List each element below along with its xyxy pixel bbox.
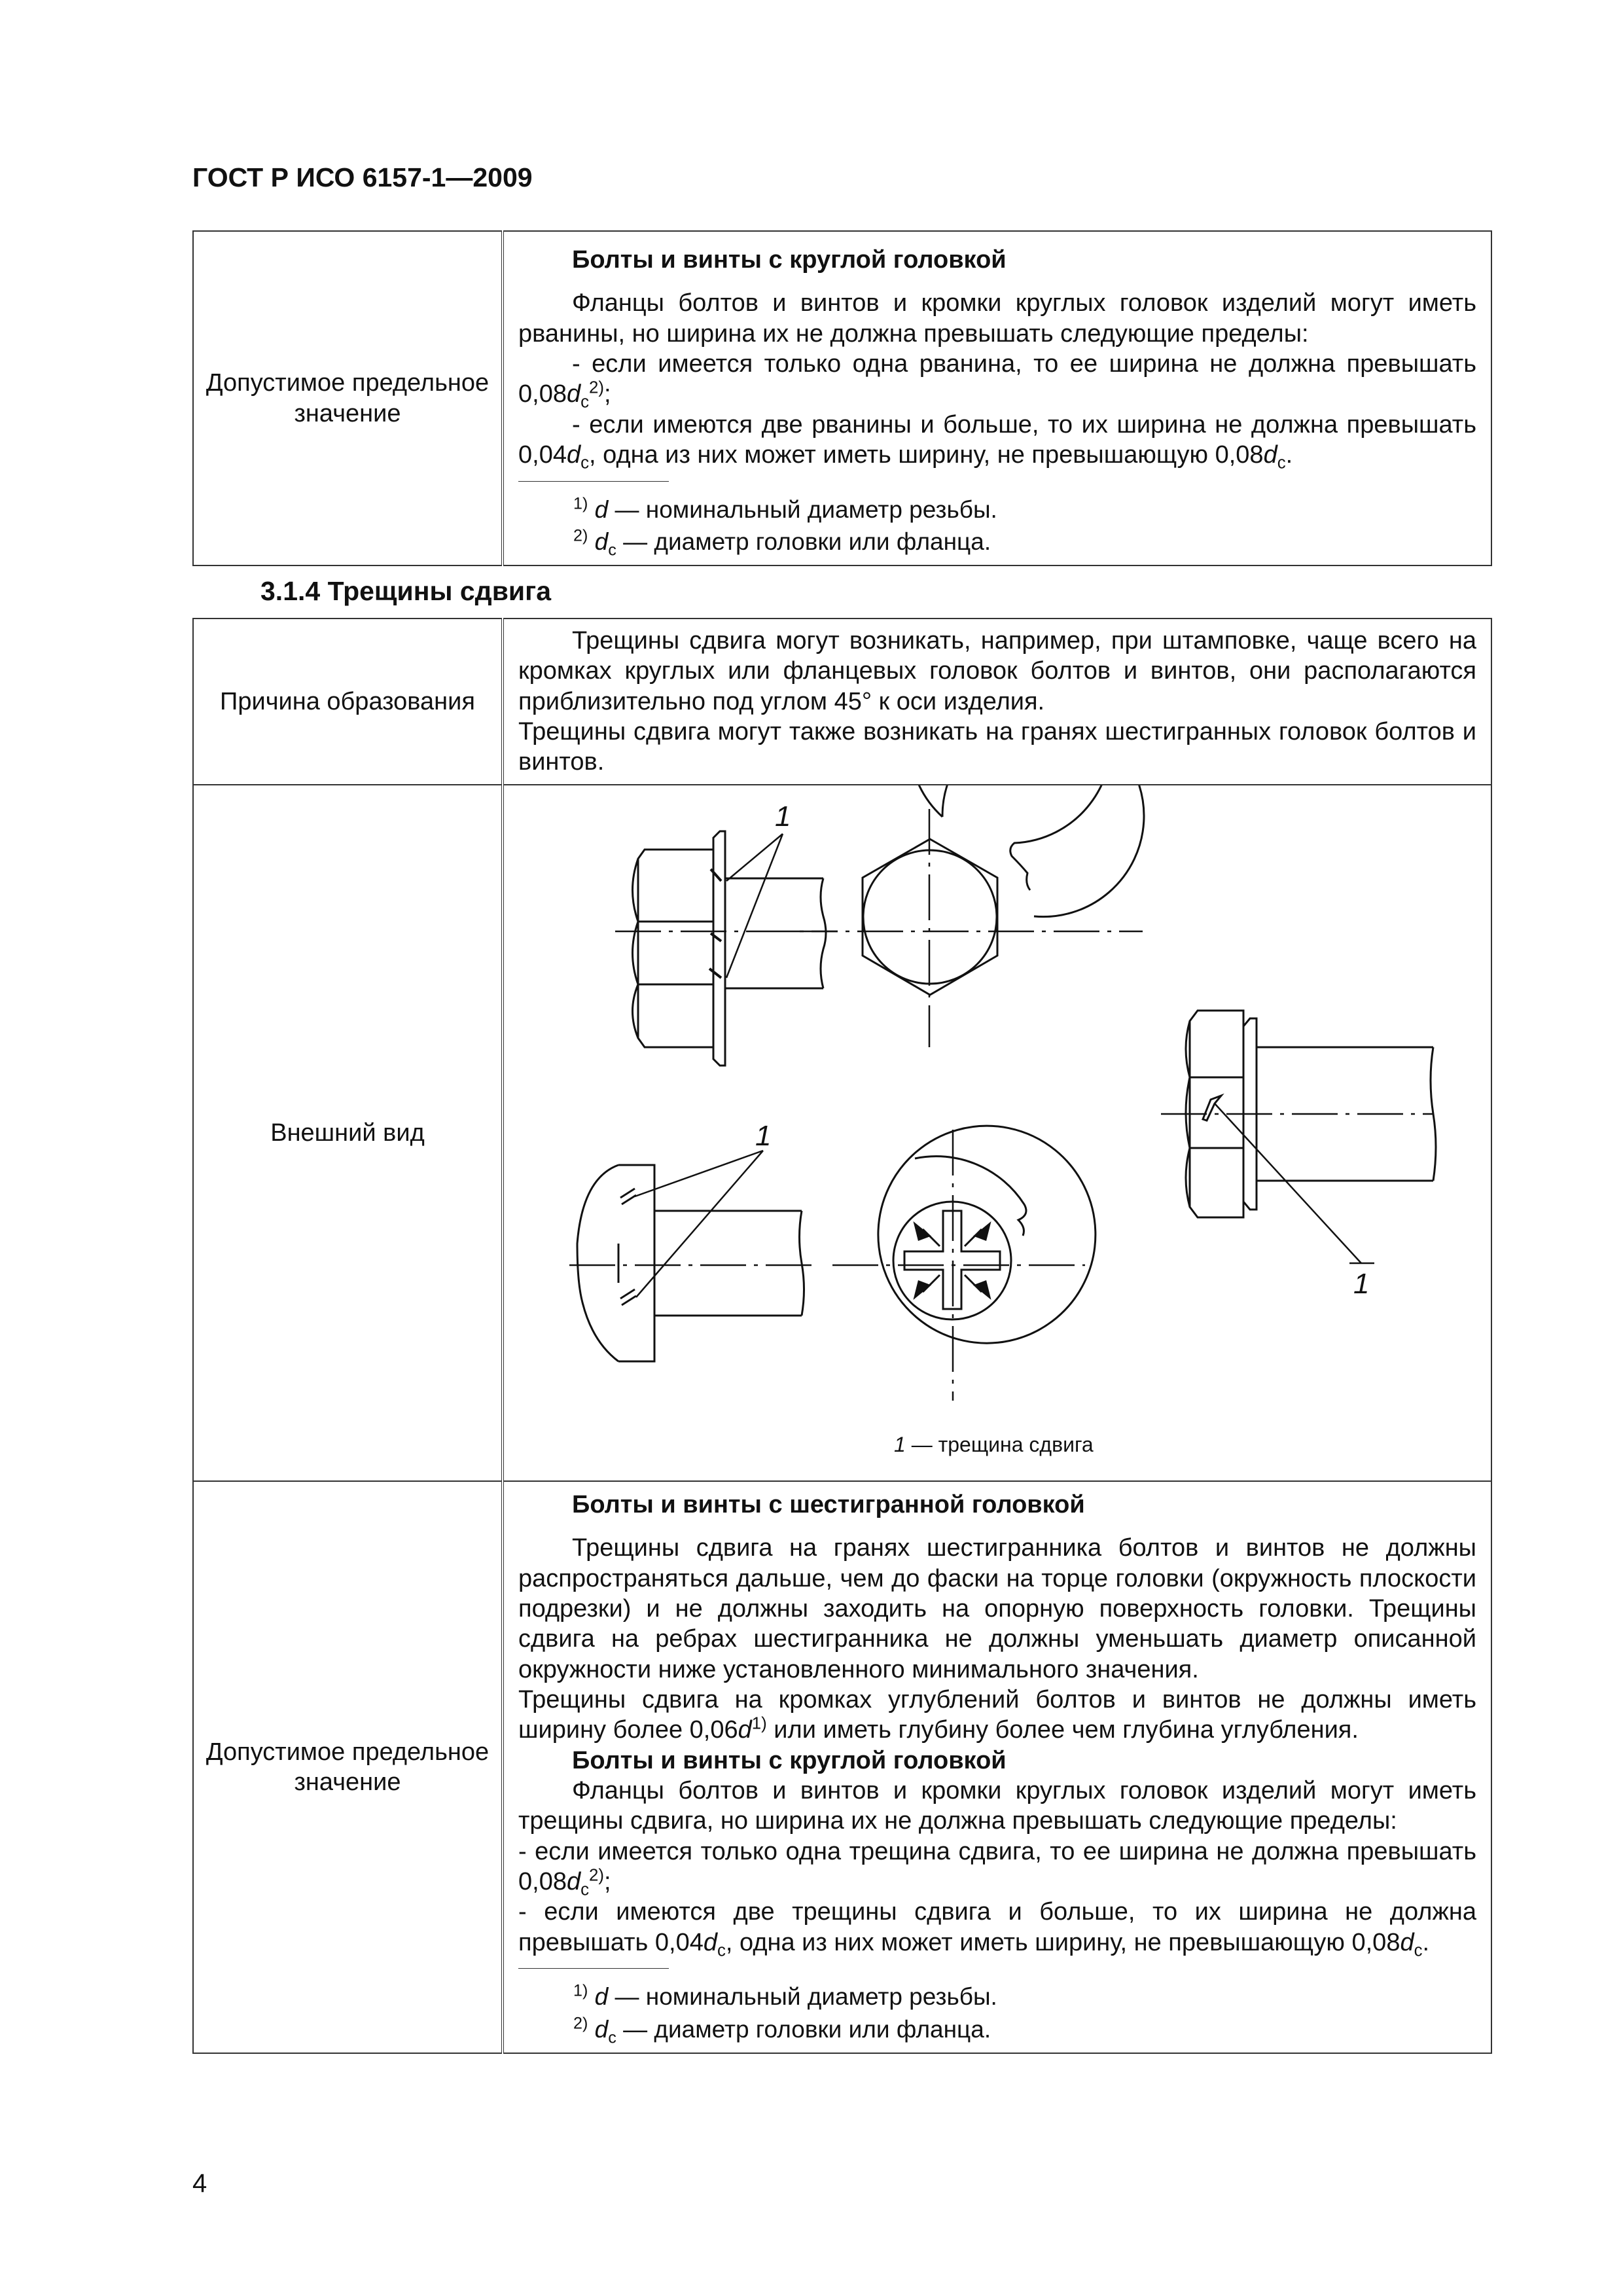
callout-1-hexflange: 1: [775, 800, 791, 833]
round-item2: [518, 1897, 1476, 1958]
hex-para1: Трещины сдвига на гранях шестигранника болтов и винтов не должны распространяться дальше, чем до фаски на торце головки (окружность плоскости подрезки) и не должны заходить на опорную поверхность головки. Трещины сдвига на ребрах шестигранника не должны уменьшать диаметр описанной окружности ниже установленного минимального значения.: [518, 1534, 1476, 1683]
table1-label-cell: [193, 231, 503, 565]
fn2-mark: 2): [573, 527, 588, 546]
page-number: 4: [192, 2169, 207, 2198]
sym-d: d: [703, 1928, 717, 1956]
fn1-text: — номинальный диаметр резьбы.: [608, 1983, 997, 2011]
hex-para2: [518, 1685, 1476, 1746]
sup-2: 2): [589, 378, 604, 397]
shear-crack-drawing: [504, 785, 1492, 1479]
fn1-text: — номинальный диаметр резьбы.: [608, 495, 997, 523]
semicolon: ;: [604, 380, 611, 408]
row3-content-cell: [503, 1481, 1491, 2053]
heading-hex: Болты и винты с шестигранной головкой: [572, 1490, 1085, 1518]
fn2-text: — диаметр головки или фланца.: [616, 2016, 991, 2043]
table1-footnote1: [518, 493, 1476, 526]
sym-c: c: [1414, 1941, 1423, 1960]
row2-label: Внешний вид: [270, 1119, 425, 1147]
sym-c: c: [717, 1941, 726, 1960]
fn2-mark: 2): [573, 2014, 588, 2033]
row1-content-cell: [503, 619, 1491, 785]
callout-1-roundhead: 1: [755, 1119, 772, 1152]
table1-label: Допустимое предельное значение: [205, 369, 490, 427]
row1-text2: Трещины сдвига могут также возникать на гранях шестигранных головок болтов и винтов.: [518, 718, 1476, 776]
table1-item2-mid: , одна из них может иметь ширину, не превышающую 0,08: [589, 441, 1264, 469]
table2-footnote2: [518, 2013, 1476, 2046]
row1-label: Причина образования: [220, 687, 475, 715]
caption-num: 1: [894, 1432, 906, 1456]
period: .: [1285, 441, 1293, 469]
sym-d: d: [566, 441, 581, 469]
callout-1-hexbolt: 1: [1353, 1267, 1370, 1300]
fn2-text: — диаметр головки или фланца.: [616, 528, 991, 556]
sym-d: d: [594, 2016, 609, 2043]
table1-footnote2: [518, 526, 1476, 558]
row2-label-cell: [193, 785, 503, 1481]
fn1-mark: 1): [573, 1981, 588, 2000]
table1-para1: Фланцы болтов и винтов и кромки круглых головок изделий могут иметь рванины, но ширина их не должна превышать следующие пределы:: [518, 289, 1476, 348]
sym-c: c: [580, 454, 590, 473]
round-head-screw-side: [577, 1151, 804, 1361]
sym-d: d: [594, 528, 609, 556]
round-item2-text: - если имеются две трещины сдвига и больше, то их ширина не должна превышать 0,04: [518, 1898, 1476, 1956]
sym-c: c: [608, 541, 616, 560]
sym-d: d: [594, 495, 609, 523]
round-head-screw-end: [878, 1126, 1096, 1343]
round-item1-text: - если имеется только одна трещина сдвига, то ее ширина не должна превышать 0,08: [518, 1837, 1476, 1896]
round-item2-mid: , одна из них может иметь ширину, не превышающую 0,08: [725, 1928, 1400, 1956]
hex-bolt-side-crack: [1186, 1011, 1436, 1263]
heading-round: Болты и винты с круглой головкой: [572, 1746, 1007, 1774]
table1-item1-text: - если имеется только одна рванина, то ее ширина не должна превышать 0,08: [518, 350, 1476, 408]
center-lines: [569, 809, 1433, 1401]
figure-caption: [894, 1433, 1094, 1456]
hex-para2b: или иметь глубину более чем глубина углубления.: [766, 1716, 1359, 1744]
period: .: [1422, 1928, 1430, 1956]
table1-item1: [518, 349, 1476, 410]
section-title: 3.1.4 Трещины сдвига: [260, 576, 551, 606]
footnote-rule: [518, 1968, 669, 1969]
table1-item2: [518, 410, 1476, 471]
table2-footnote1: [518, 1981, 1476, 2013]
row1-text1: Трещины сдвига могут возникать, например, при штамповке, чаще всего на кромках круглых или фланцевых головок болтов и винтов, они располагаются приблизительно под углом 45° к оси изделия.: [518, 627, 1476, 715]
drawing-cell: [503, 785, 1491, 1481]
sym-d: d: [566, 1868, 581, 1896]
hex-flange-bolt-side: [633, 831, 827, 1066]
table-treshchiny-sdviga: [192, 618, 1492, 2054]
document-header: ГОСТ Р ИСО 6157-1—2009: [192, 162, 533, 192]
sym-c: c: [580, 1880, 590, 1899]
semicolon: ;: [604, 1868, 611, 1896]
footnote-rule: [518, 481, 669, 482]
sup-2: 2): [589, 1866, 604, 1885]
sym-d: d: [566, 380, 581, 408]
sym-c: c: [1277, 454, 1286, 473]
row3-label-cell: [193, 1481, 503, 2053]
table1-content-cell: [503, 231, 1491, 565]
sym-d: d: [594, 1983, 609, 2011]
sym-d: d: [1263, 441, 1277, 469]
sup-1: 1): [751, 1714, 767, 1733]
table1-heading: Болты и винты с круглой головкой: [572, 246, 1007, 274]
table-rvaniny: [192, 230, 1492, 566]
round-item1: [518, 1837, 1476, 1897]
round-para1: Фланцы болтов и винтов и кромки круглых головок изделий могут иметь трещины сдвига, но ширина их не должна превышать следующие пределы:: [518, 1777, 1476, 1835]
sym-c: c: [580, 393, 590, 412]
caption-text: — трещина сдвига: [905, 1432, 1094, 1456]
hex-para2a: Трещины сдвига на кромках углублений болтов и винтов не должны иметь ширину более 0,06: [518, 1685, 1476, 1744]
fn1-mark: 1): [573, 494, 588, 513]
row3-label: Допустимое предельное значение: [205, 1738, 490, 1796]
sym-c: c: [608, 2028, 616, 2047]
row1-label-cell: [193, 619, 503, 785]
hex-flange-bolt-end: [863, 785, 1144, 995]
table1-item2-text: - если имеются две рванины и больше, то их ширина не должна превышать 0,04: [518, 410, 1476, 469]
sym-d: d: [738, 1716, 752, 1744]
sym-d: d: [1400, 1928, 1414, 1956]
